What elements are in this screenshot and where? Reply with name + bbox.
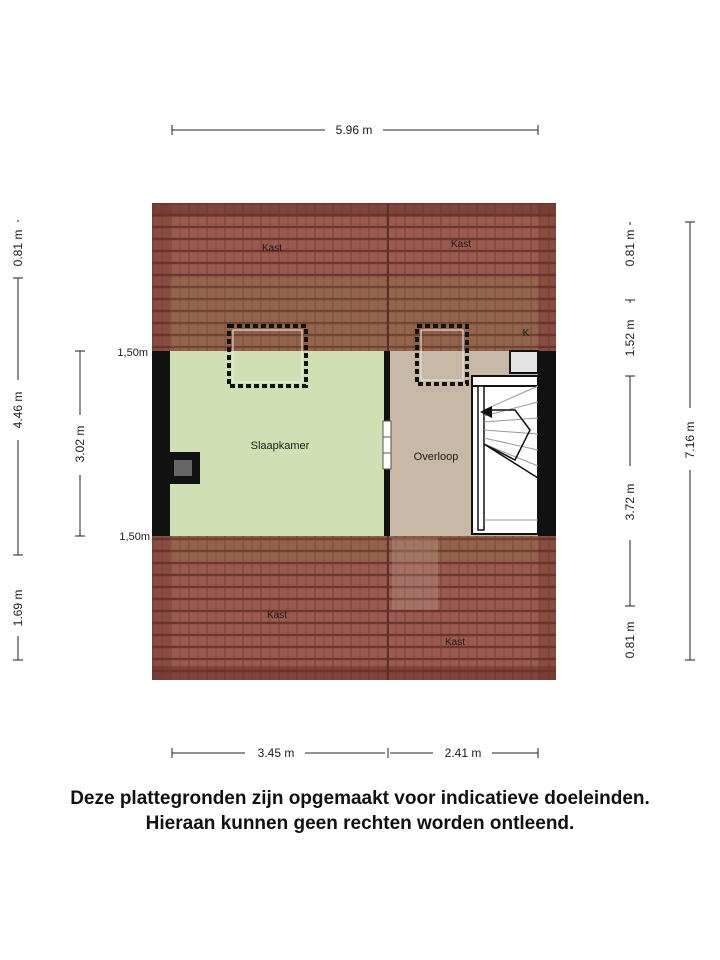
dim-bottom-right-label: 2.41 m (444, 746, 482, 760)
disclaimer-line-1: Deze plattegronden zijn opgemaakt voor indicatieve doeleinden. (70, 788, 650, 809)
dim-left-middle-label: 4.46 m (11, 391, 25, 429)
dim-right (623, 222, 697, 660)
dim-top (172, 123, 538, 137)
dim-right-second-label: 1.52 m (623, 319, 637, 357)
dim-right-overall-label: 7.16 m (683, 421, 697, 459)
dim-left-top-label: 0.81 m (11, 229, 25, 267)
label-kast-top-right: Kast (450, 239, 472, 250)
height-mark-upper: 1,50m (117, 347, 148, 359)
label-k: K (522, 328, 530, 339)
dim-left (11, 220, 87, 660)
partition-wall-upper (384, 351, 390, 421)
cupboard-k (510, 351, 538, 373)
door (383, 421, 391, 469)
dim-left-inner-label: 3.02 m (73, 425, 87, 463)
staircase (472, 376, 538, 534)
dim-right-bottom-label: 0.81 m (623, 621, 637, 659)
label-slaapkamer: Slaapkamer (250, 440, 310, 452)
label-kast-bottom-left: Kast (266, 610, 288, 621)
dim-left-bottom-label: 1.69 m (11, 589, 25, 627)
dim-bottom-left-label: 3.45 m (257, 746, 295, 760)
label-kast-bottom-right: Kast (444, 637, 466, 648)
dim-right-top-label: 0.81 m (623, 229, 637, 267)
dim-bottom (172, 746, 538, 760)
disclaimer-line-2: Hieraan kunnen geen rechten worden ontleend. (145, 813, 575, 834)
label-kast-top-left: Kast (261, 243, 283, 254)
dim-right-middle-label: 3.72 m (623, 483, 637, 521)
right-wall (538, 351, 556, 536)
label-overloop: Overloop (413, 451, 459, 463)
partition-wall-lower (384, 469, 390, 536)
dim-top-label: 5.96 m (335, 123, 373, 137)
height-mark-lower: 1,50m (119, 531, 150, 543)
left-wall (152, 351, 170, 536)
